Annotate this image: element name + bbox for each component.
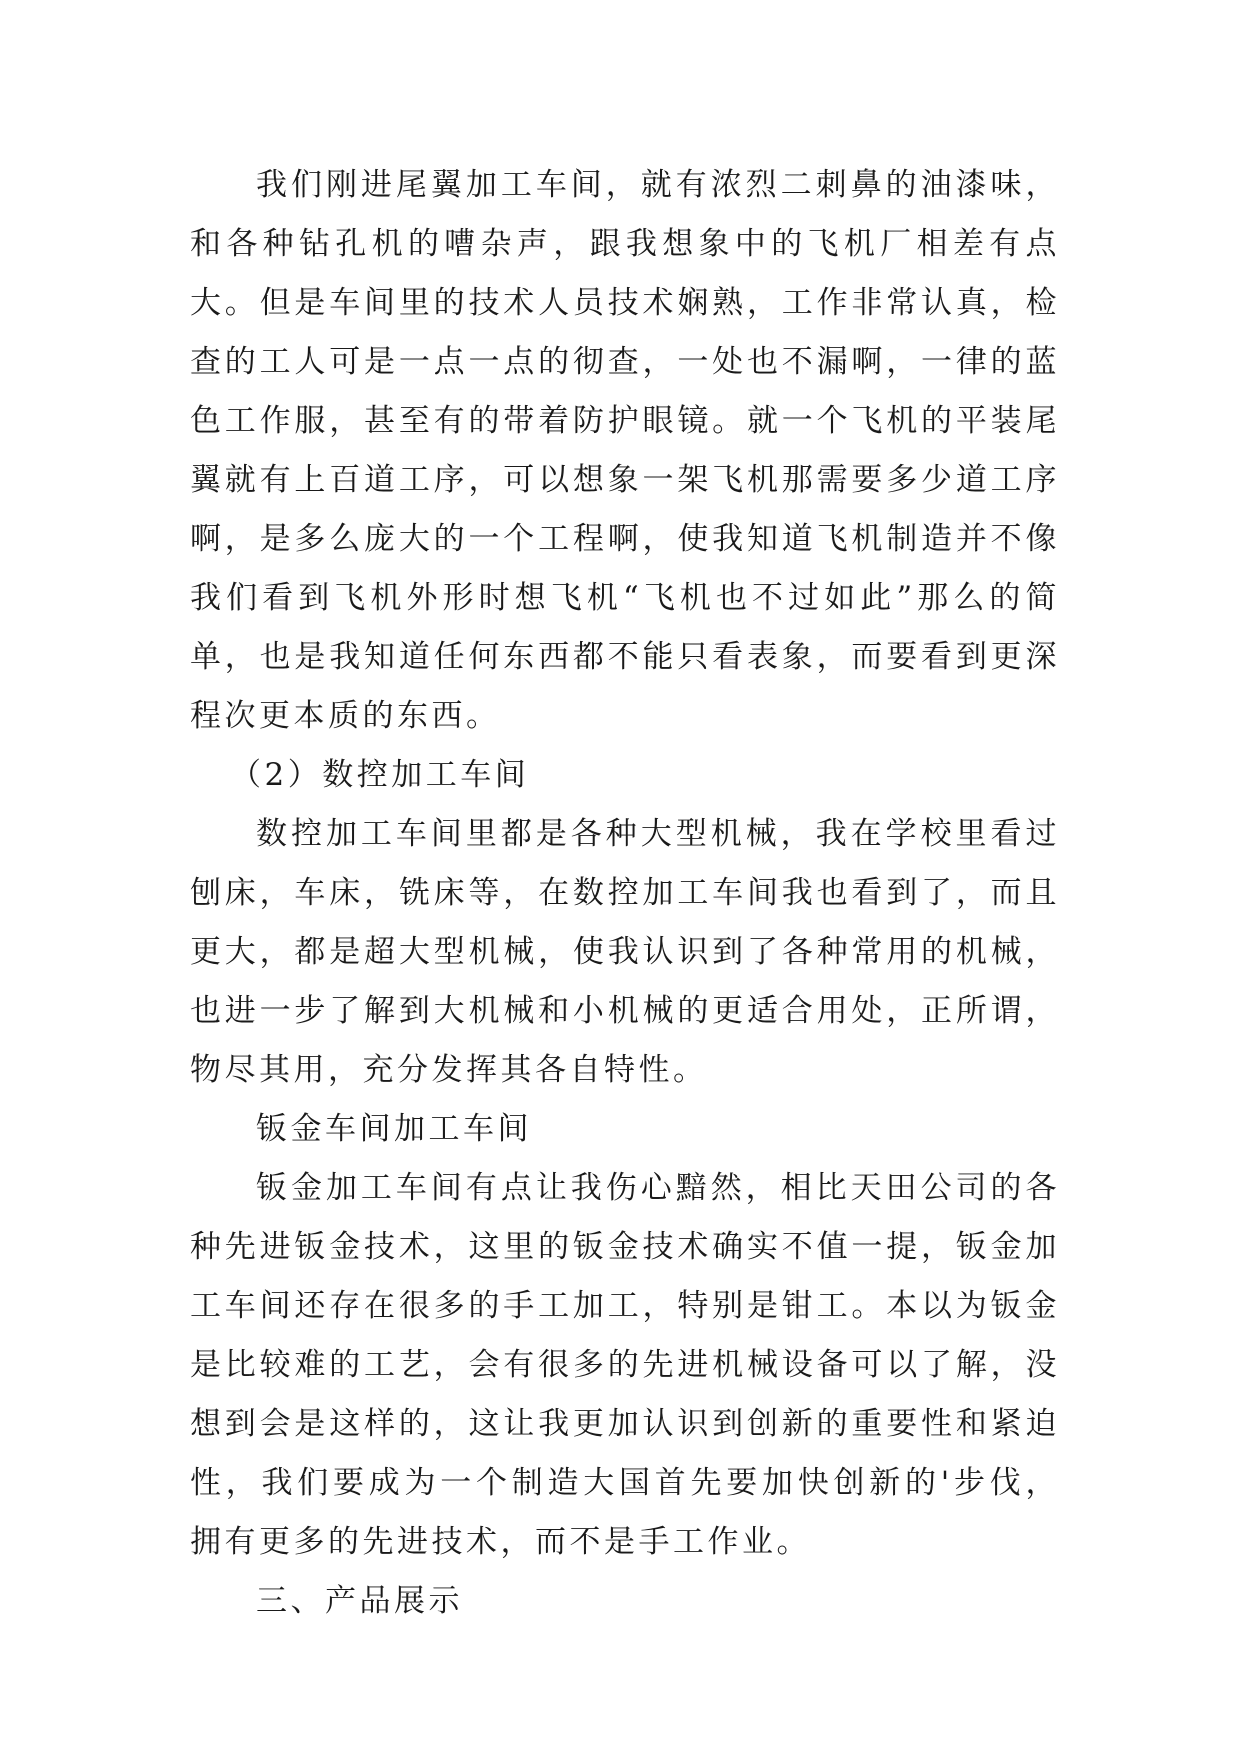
section-heading-product-display: 三、产品展示 bbox=[256, 1583, 463, 1619]
document-body bbox=[190, 156, 1060, 1631]
section-heading-cnc: （2）数控加工车间 bbox=[230, 757, 530, 793]
section-heading-sheet-metal: 钣金车间加工车间 bbox=[256, 1111, 532, 1147]
paragraph-cnc-workshop: 数控加工车间里都是各种大型机械，我在学校里看过刨床，车床，铣床等，在数控加工车间我也看到了，而且更大，都是超大型机械，使我认识到了各种常用的机械，也进一步了解到大机械和小机械的更适合用处，正所谓，物尽其用，充分发挥其各自特性。 bbox=[190, 816, 1060, 1088]
paragraph-tail-workshop: 我们刚进尾翼加工车间，就有浓烈二刺鼻的油漆味，和各种钻孔机的嘈杂声，跟我想象中的飞机厂相差有点大。但是车间里的技术人员技术娴熟，工作非常认真，检查的工人可是一点一点的彻查，一处也不漏啊，一律的蓝色工作服，甚至有的带着防护眼镜。就一个飞机的平装尾翼就有上百道工序，可以想象一架飞机那需要多少道工序啊，是多么庞大的一个工程啊，使我知道飞机制造并不像我们看到飞机外形时想飞机“飞机也不过如此”那么的简单，也是我知道任何东西都不能只看表象，而要看到更深程次更本质的东西。 bbox=[190, 167, 1060, 734]
paragraph-sheet-metal-workshop: 钣金加工车间有点让我伤心黯然，相比天田公司的各种先进钣金技术，这里的钣金技术确实不值一提，钣金加工车间还存在很多的手工加工，特别是钳工。本以为钣金是比较难的工艺，会有很多的先进机械设备可以了解，没想到会是这样的，这让我更加认识到创新的重要性和紧迫性，我们要成为一个制造大国首先要加快创新的'步伐，拥有更多的先进技术，而不是手工作业。 bbox=[190, 1170, 1060, 1560]
